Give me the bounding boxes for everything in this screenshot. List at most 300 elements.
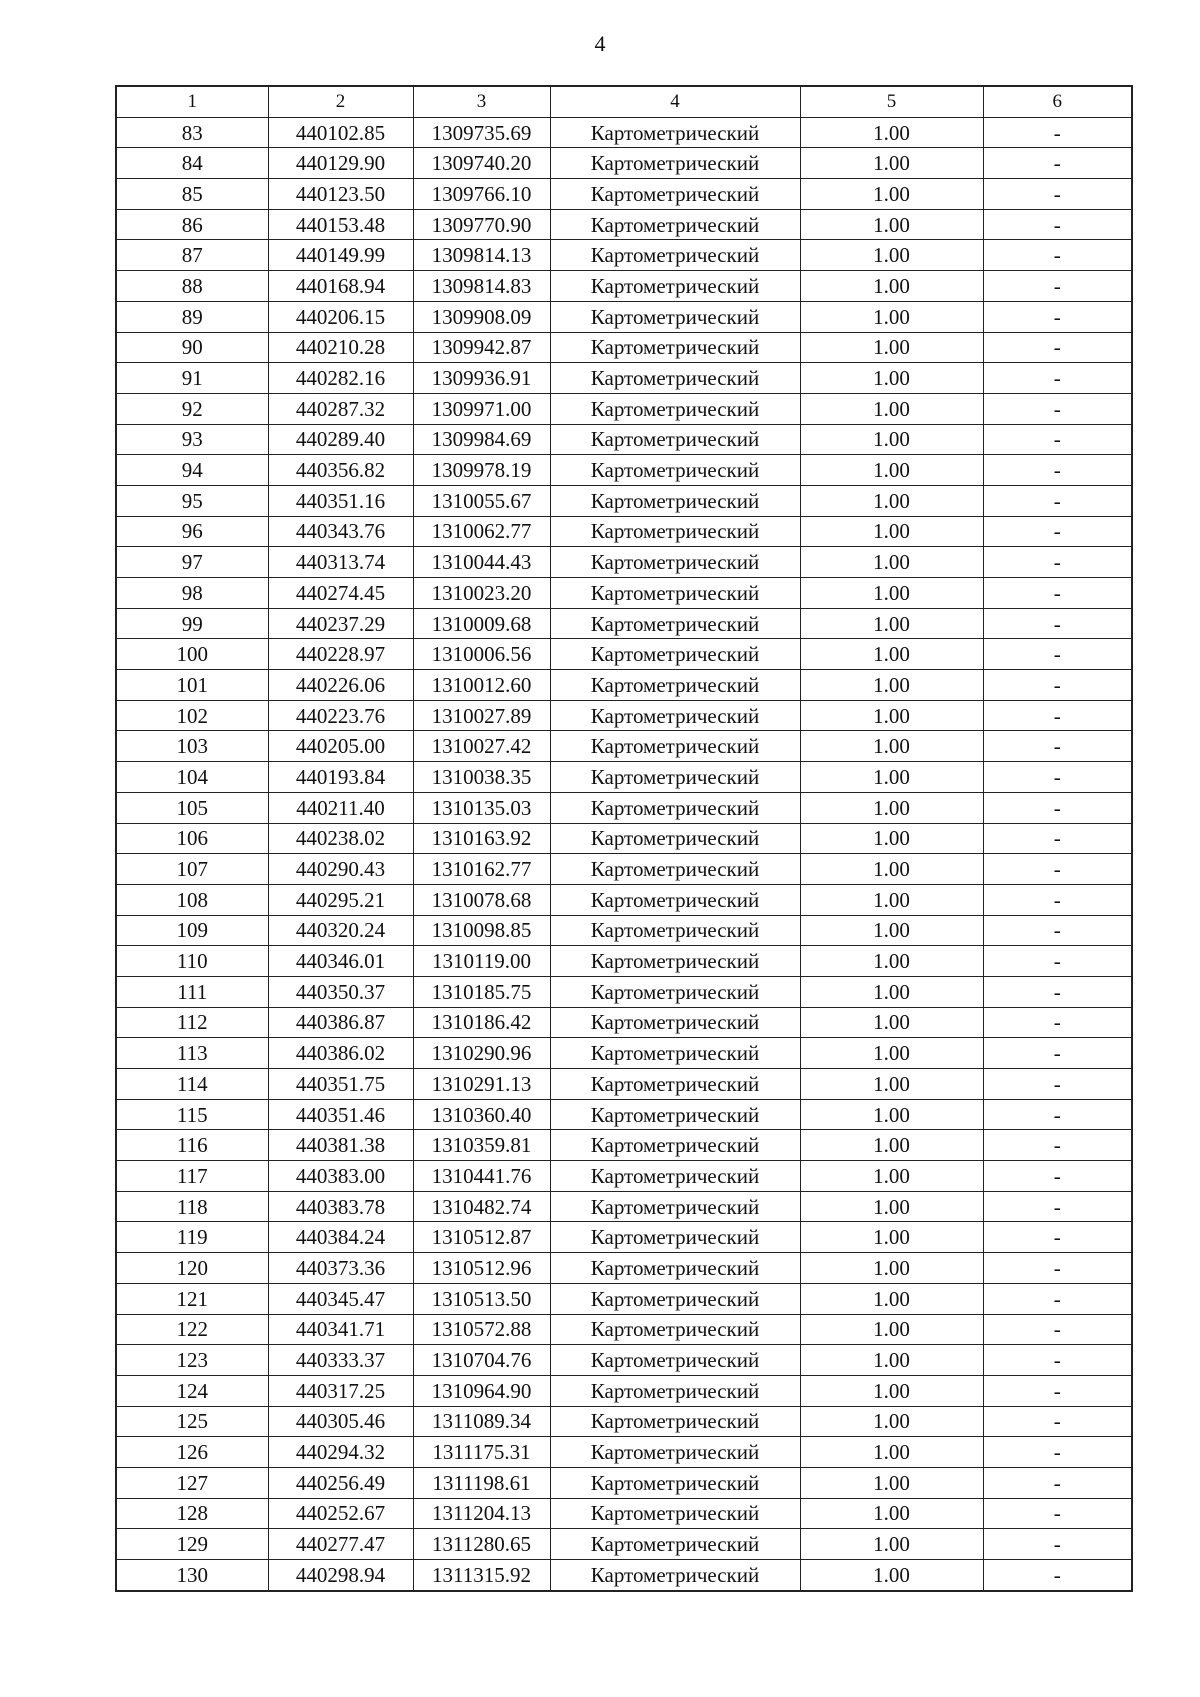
table-row <box>116 363 1132 394</box>
cell-point-number: 88 <box>116 271 268 302</box>
cell-description: - <box>983 1529 1132 1560</box>
cell-method: Картометрический <box>550 608 800 639</box>
cell-method: Картометрический <box>550 455 800 486</box>
cell-y: 1309770.90 <box>413 209 550 240</box>
cell-y: 1310012.60 <box>413 670 550 701</box>
cell-accuracy: 1.00 <box>800 1069 983 1100</box>
table-row <box>116 1467 1132 1498</box>
cell-y: 1310098.85 <box>413 915 550 946</box>
cell-description: - <box>983 1130 1132 1161</box>
cell-accuracy: 1.00 <box>800 301 983 332</box>
table-row <box>116 485 1132 516</box>
cell-y: 1310185.75 <box>413 976 550 1007</box>
cell-accuracy: 1.00 <box>800 240 983 271</box>
cell-y: 1310023.20 <box>413 578 550 609</box>
cell-description: - <box>983 1467 1132 1498</box>
table-row <box>116 1161 1132 1192</box>
cell-method: Картометрический <box>550 731 800 762</box>
cell-x: 440277.47 <box>268 1529 413 1560</box>
cell-accuracy: 1.00 <box>800 1283 983 1314</box>
cell-point-number: 124 <box>116 1375 268 1406</box>
cell-method: Картометрический <box>550 700 800 731</box>
cell-accuracy: 1.00 <box>800 1099 983 1130</box>
cell-accuracy: 1.00 <box>800 547 983 578</box>
cell-accuracy: 1.00 <box>800 762 983 793</box>
cell-y: 1310964.90 <box>413 1375 550 1406</box>
cell-accuracy: 1.00 <box>800 1038 983 1069</box>
cell-x: 440282.16 <box>268 363 413 394</box>
cell-description: - <box>983 700 1132 731</box>
cell-description: - <box>983 1560 1132 1591</box>
cell-point-number: 103 <box>116 731 268 762</box>
table-row <box>116 516 1132 547</box>
cell-x: 440168.94 <box>268 271 413 302</box>
cell-x: 440350.37 <box>268 976 413 1007</box>
cell-y: 1310062.77 <box>413 516 550 547</box>
cell-method: Картометрический <box>550 1375 800 1406</box>
cell-accuracy: 1.00 <box>800 148 983 179</box>
cell-method: Картометрический <box>550 148 800 179</box>
table-row <box>116 209 1132 240</box>
cell-method: Картометрический <box>550 516 800 547</box>
cell-method: Картометрический <box>550 547 800 578</box>
table-row <box>116 762 1132 793</box>
cell-x: 440238.02 <box>268 823 413 854</box>
cell-y: 1310162.77 <box>413 854 550 885</box>
cell-accuracy: 1.00 <box>800 1529 983 1560</box>
cell-method: Картометрический <box>550 1038 800 1069</box>
cell-accuracy: 1.00 <box>800 639 983 670</box>
cell-point-number: 102 <box>116 700 268 731</box>
cell-x: 440384.24 <box>268 1222 413 1253</box>
cell-point-number: 128 <box>116 1498 268 1529</box>
table-row <box>116 608 1132 639</box>
cell-x: 440129.90 <box>268 148 413 179</box>
cell-accuracy: 1.00 <box>800 1161 983 1192</box>
cell-accuracy: 1.00 <box>800 455 983 486</box>
cell-y: 1309766.10 <box>413 179 550 210</box>
cell-description: - <box>983 608 1132 639</box>
cell-description: - <box>983 1191 1132 1222</box>
cell-description: - <box>983 363 1132 394</box>
cell-point-number: 125 <box>116 1406 268 1437</box>
cell-accuracy: 1.00 <box>800 884 983 915</box>
cell-accuracy: 1.00 <box>800 1498 983 1529</box>
cell-point-number: 90 <box>116 332 268 363</box>
cell-method: Картометрический <box>550 1314 800 1345</box>
cell-accuracy: 1.00 <box>800 976 983 1007</box>
cell-description: - <box>983 1007 1132 1038</box>
cell-point-number: 121 <box>116 1283 268 1314</box>
cell-description: - <box>983 854 1132 885</box>
cell-point-number: 111 <box>116 976 268 1007</box>
table-row <box>116 148 1132 179</box>
cell-y: 1310006.56 <box>413 639 550 670</box>
table-row <box>116 1437 1132 1468</box>
cell-method: Картометрический <box>550 179 800 210</box>
cell-method: Картометрический <box>550 424 800 455</box>
cell-x: 440373.36 <box>268 1253 413 1284</box>
cell-y: 1310186.42 <box>413 1007 550 1038</box>
cell-description: - <box>983 1222 1132 1253</box>
cell-x: 440256.49 <box>268 1467 413 1498</box>
table-row <box>116 578 1132 609</box>
cell-description: - <box>983 485 1132 516</box>
table-row <box>116 884 1132 915</box>
cell-description: - <box>983 1498 1132 1529</box>
table-row <box>116 792 1132 823</box>
table-row <box>116 854 1132 885</box>
cell-description: - <box>983 1375 1132 1406</box>
cell-x: 440211.40 <box>268 792 413 823</box>
table-row <box>116 1498 1132 1529</box>
cell-method: Картометрический <box>550 1007 800 1038</box>
cell-point-number: 97 <box>116 547 268 578</box>
cell-y: 1310135.03 <box>413 792 550 823</box>
cell-point-number: 117 <box>116 1161 268 1192</box>
cell-description: - <box>983 1406 1132 1437</box>
cell-method: Картометрический <box>550 1467 800 1498</box>
table-row <box>116 1375 1132 1406</box>
cell-description: - <box>983 424 1132 455</box>
cell-point-number: 126 <box>116 1437 268 1468</box>
cell-description: - <box>983 1161 1132 1192</box>
cell-y: 1310441.76 <box>413 1161 550 1192</box>
cell-point-number: 86 <box>116 209 268 240</box>
cell-point-number: 109 <box>116 915 268 946</box>
cell-accuracy: 1.00 <box>800 271 983 302</box>
cell-point-number: 87 <box>116 240 268 271</box>
cell-accuracy: 1.00 <box>800 1467 983 1498</box>
table-row <box>116 1283 1132 1314</box>
cell-accuracy: 1.00 <box>800 700 983 731</box>
cell-y: 1311280.65 <box>413 1529 550 1560</box>
cell-method: Картометрический <box>550 1069 800 1100</box>
header-row <box>116 86 1132 117</box>
cell-y: 1310482.74 <box>413 1191 550 1222</box>
cell-y: 1311315.92 <box>413 1560 550 1591</box>
cell-accuracy: 1.00 <box>800 946 983 977</box>
cell-method: Картометрический <box>550 1345 800 1376</box>
cell-y: 1309942.87 <box>413 332 550 363</box>
cell-x: 440298.94 <box>268 1560 413 1591</box>
table-row <box>116 1345 1132 1376</box>
cell-description: - <box>983 271 1132 302</box>
table-row <box>116 547 1132 578</box>
cell-method: Картометрический <box>550 884 800 915</box>
cell-y: 1311089.34 <box>413 1406 550 1437</box>
table-row <box>116 117 1132 148</box>
cell-method: Картометрический <box>550 823 800 854</box>
cell-method: Картометрический <box>550 1406 800 1437</box>
cell-x: 440386.87 <box>268 1007 413 1038</box>
table-row <box>116 1560 1132 1591</box>
cell-point-number: 120 <box>116 1253 268 1284</box>
cell-point-number: 101 <box>116 670 268 701</box>
cell-method: Картометрический <box>550 670 800 701</box>
cell-x: 440386.02 <box>268 1038 413 1069</box>
cell-description: - <box>983 117 1132 148</box>
cell-y: 1310027.42 <box>413 731 550 762</box>
cell-point-number: 107 <box>116 854 268 885</box>
table-row <box>116 731 1132 762</box>
table-row <box>116 1130 1132 1161</box>
cell-x: 440313.74 <box>268 547 413 578</box>
table-row <box>116 946 1132 977</box>
table-row <box>116 1038 1132 1069</box>
column-header-description: 6 <box>983 86 1132 117</box>
cell-x: 440341.71 <box>268 1314 413 1345</box>
cell-point-number: 118 <box>116 1191 268 1222</box>
cell-y: 1311175.31 <box>413 1437 550 1468</box>
cell-accuracy: 1.00 <box>800 608 983 639</box>
cell-method: Картометрический <box>550 393 800 424</box>
cell-description: - <box>983 1314 1132 1345</box>
cell-x: 440305.46 <box>268 1406 413 1437</box>
cell-method: Картометрический <box>550 946 800 977</box>
cell-description: - <box>983 1437 1132 1468</box>
cell-y: 1310572.88 <box>413 1314 550 1345</box>
cell-point-number: 100 <box>116 639 268 670</box>
cell-point-number: 127 <box>116 1467 268 1498</box>
cell-description: - <box>983 1099 1132 1130</box>
table-row <box>116 1222 1132 1253</box>
cell-x: 440237.29 <box>268 608 413 639</box>
cell-y: 1309971.00 <box>413 393 550 424</box>
cell-accuracy: 1.00 <box>800 854 983 885</box>
cell-method: Картометрический <box>550 854 800 885</box>
cell-method: Картометрический <box>550 1283 800 1314</box>
cell-description: - <box>983 332 1132 363</box>
cell-method: Картометрический <box>550 1222 800 1253</box>
cell-accuracy: 1.00 <box>800 915 983 946</box>
cell-y: 1310290.96 <box>413 1038 550 1069</box>
column-header-x: 2 <box>268 86 413 117</box>
cell-method: Картометрический <box>550 639 800 670</box>
cell-y: 1310512.96 <box>413 1253 550 1284</box>
cell-description: - <box>983 1283 1132 1314</box>
table-body <box>116 117 1132 1591</box>
cell-accuracy: 1.00 <box>800 1314 983 1345</box>
table-row <box>116 1099 1132 1130</box>
cell-x: 440351.75 <box>268 1069 413 1100</box>
cell-point-number: 110 <box>116 946 268 977</box>
column-header-method: 4 <box>550 86 800 117</box>
cell-description: - <box>983 455 1132 486</box>
coordinates-table <box>115 85 1133 1592</box>
cell-method: Картометрический <box>550 792 800 823</box>
cell-accuracy: 1.00 <box>800 179 983 210</box>
cell-accuracy: 1.00 <box>800 485 983 516</box>
table-row <box>116 424 1132 455</box>
cell-description: - <box>983 976 1132 1007</box>
cell-accuracy: 1.00 <box>800 1253 983 1284</box>
cell-y: 1311198.61 <box>413 1467 550 1498</box>
cell-x: 440206.15 <box>268 301 413 332</box>
cell-point-number: 98 <box>116 578 268 609</box>
cell-point-number: 113 <box>116 1038 268 1069</box>
cell-method: Картометрический <box>550 332 800 363</box>
cell-y: 1311204.13 <box>413 1498 550 1529</box>
cell-description: - <box>983 1345 1132 1376</box>
cell-accuracy: 1.00 <box>800 1191 983 1222</box>
cell-x: 440351.16 <box>268 485 413 516</box>
cell-accuracy: 1.00 <box>800 1222 983 1253</box>
cell-y: 1310513.50 <box>413 1283 550 1314</box>
cell-accuracy: 1.00 <box>800 117 983 148</box>
cell-method: Картометрический <box>550 762 800 793</box>
cell-accuracy: 1.00 <box>800 1560 983 1591</box>
cell-point-number: 112 <box>116 1007 268 1038</box>
cell-y: 1309735.69 <box>413 117 550 148</box>
cell-x: 440205.00 <box>268 731 413 762</box>
cell-method: Картометрический <box>550 240 800 271</box>
cell-y: 1310038.35 <box>413 762 550 793</box>
cell-method: Картометрический <box>550 1161 800 1192</box>
cell-point-number: 105 <box>116 792 268 823</box>
cell-x: 440287.32 <box>268 393 413 424</box>
cell-accuracy: 1.00 <box>800 363 983 394</box>
cell-accuracy: 1.00 <box>800 823 983 854</box>
cell-accuracy: 1.00 <box>800 670 983 701</box>
cell-method: Картометрический <box>550 1529 800 1560</box>
cell-point-number: 108 <box>116 884 268 915</box>
cell-description: - <box>983 1038 1132 1069</box>
table-row <box>116 1007 1132 1038</box>
cell-description: - <box>983 240 1132 271</box>
cell-x: 440343.76 <box>268 516 413 547</box>
table-row <box>116 393 1132 424</box>
cell-x: 440346.01 <box>268 946 413 977</box>
cell-description: - <box>983 393 1132 424</box>
cell-x: 440333.37 <box>268 1345 413 1376</box>
cell-x: 440252.67 <box>268 1498 413 1529</box>
cell-method: Картометрический <box>550 915 800 946</box>
cell-y: 1310044.43 <box>413 547 550 578</box>
cell-point-number: 129 <box>116 1529 268 1560</box>
cell-x: 440345.47 <box>268 1283 413 1314</box>
cell-y: 1310360.40 <box>413 1099 550 1130</box>
cell-y: 1310359.81 <box>413 1130 550 1161</box>
cell-description: - <box>983 915 1132 946</box>
cell-point-number: 115 <box>116 1099 268 1130</box>
cell-y: 1310119.00 <box>413 946 550 977</box>
page-number: 4 <box>594 31 606 56</box>
cell-x: 440102.85 <box>268 117 413 148</box>
cell-point-number: 96 <box>116 516 268 547</box>
cell-point-number: 116 <box>116 1130 268 1161</box>
cell-y: 1310055.67 <box>413 485 550 516</box>
cell-point-number: 91 <box>116 363 268 394</box>
cell-point-number: 89 <box>116 301 268 332</box>
cell-description: - <box>983 179 1132 210</box>
cell-x: 440383.78 <box>268 1191 413 1222</box>
cell-point-number: 106 <box>116 823 268 854</box>
cell-description: - <box>983 516 1132 547</box>
cell-method: Картометрический <box>550 1253 800 1284</box>
cell-accuracy: 1.00 <box>800 1375 983 1406</box>
table-row <box>116 332 1132 363</box>
cell-point-number: 83 <box>116 117 268 148</box>
table-header <box>116 86 1132 117</box>
cell-point-number: 84 <box>116 148 268 179</box>
cell-method: Картометрический <box>550 1130 800 1161</box>
cell-y: 1310512.87 <box>413 1222 550 1253</box>
table-row <box>116 1314 1132 1345</box>
cell-description: - <box>983 1069 1132 1100</box>
cell-description: - <box>983 884 1132 915</box>
cell-y: 1309936.91 <box>413 363 550 394</box>
cell-accuracy: 1.00 <box>800 1437 983 1468</box>
cell-y: 1309814.13 <box>413 240 550 271</box>
cell-x: 440123.50 <box>268 179 413 210</box>
cell-accuracy: 1.00 <box>800 1007 983 1038</box>
cell-x: 440290.43 <box>268 854 413 885</box>
cell-point-number: 123 <box>116 1345 268 1376</box>
cell-point-number: 122 <box>116 1314 268 1345</box>
cell-method: Картометрический <box>550 1498 800 1529</box>
cell-accuracy: 1.00 <box>800 516 983 547</box>
cell-method: Картометрический <box>550 301 800 332</box>
table-row <box>116 1191 1132 1222</box>
table-row <box>116 1406 1132 1437</box>
cell-accuracy: 1.00 <box>800 578 983 609</box>
cell-description: - <box>983 639 1132 670</box>
table-row <box>116 1069 1132 1100</box>
table-row <box>116 240 1132 271</box>
cell-x: 440274.45 <box>268 578 413 609</box>
cell-accuracy: 1.00 <box>800 731 983 762</box>
cell-accuracy: 1.00 <box>800 209 983 240</box>
cell-method: Картометрический <box>550 209 800 240</box>
column-header-accuracy: 5 <box>800 86 983 117</box>
cell-x: 440153.48 <box>268 209 413 240</box>
cell-point-number: 99 <box>116 608 268 639</box>
cell-accuracy: 1.00 <box>800 1130 983 1161</box>
table-row <box>116 639 1132 670</box>
cell-description: - <box>983 547 1132 578</box>
cell-accuracy: 1.00 <box>800 792 983 823</box>
table-row <box>116 455 1132 486</box>
cell-x: 440381.38 <box>268 1130 413 1161</box>
cell-y: 1310291.13 <box>413 1069 550 1100</box>
cell-description: - <box>983 148 1132 179</box>
cell-y: 1309740.20 <box>413 148 550 179</box>
cell-accuracy: 1.00 <box>800 393 983 424</box>
cell-accuracy: 1.00 <box>800 1345 983 1376</box>
cell-x: 440228.97 <box>268 639 413 670</box>
cell-point-number: 95 <box>116 485 268 516</box>
cell-y: 1310704.76 <box>413 1345 550 1376</box>
cell-x: 440223.76 <box>268 700 413 731</box>
table-row <box>116 700 1132 731</box>
cell-accuracy: 1.00 <box>800 1406 983 1437</box>
cell-y: 1310009.68 <box>413 608 550 639</box>
cell-point-number: 94 <box>116 455 268 486</box>
cell-point-number: 119 <box>116 1222 268 1253</box>
cell-point-number: 104 <box>116 762 268 793</box>
cell-x: 440356.82 <box>268 455 413 486</box>
column-header-y: 3 <box>413 86 550 117</box>
cell-x: 440295.21 <box>268 884 413 915</box>
table-row <box>116 179 1132 210</box>
cell-x: 440351.46 <box>268 1099 413 1130</box>
cell-accuracy: 1.00 <box>800 332 983 363</box>
table-row <box>116 1529 1132 1560</box>
cell-x: 440210.28 <box>268 332 413 363</box>
cell-description: - <box>983 1253 1132 1284</box>
table-row <box>116 670 1132 701</box>
